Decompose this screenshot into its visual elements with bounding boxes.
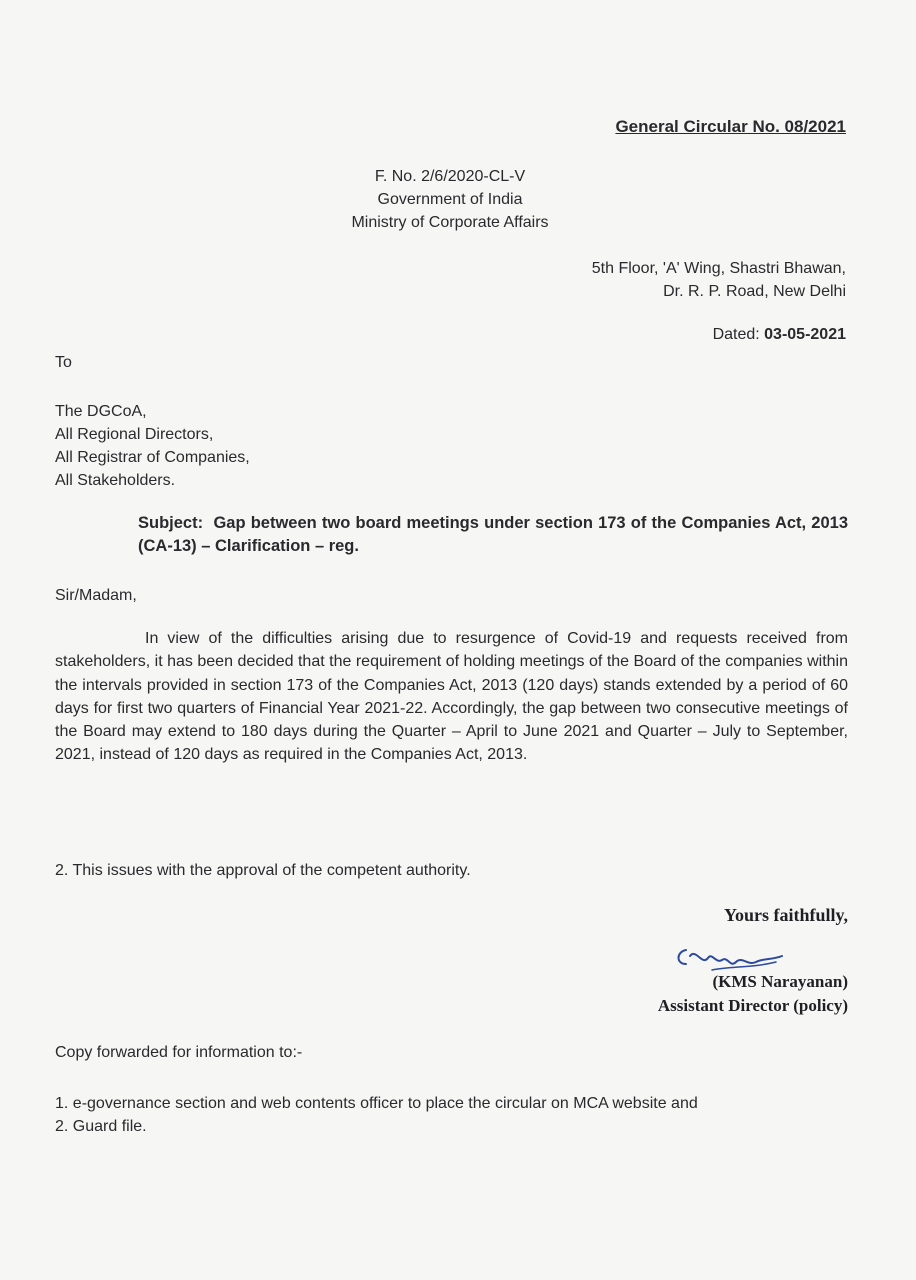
copy-forwarded-label: Copy forwarded for information to:- [55,1044,303,1061]
date-value: 03-05-2021 [764,326,846,343]
recipient: All Registrar of Companies, [55,449,250,466]
signatory-designation: Assistant Director (policy) [657,996,848,1015]
body-paragraph-1: In view of the difficulties arising due to resurgence of Covid-19 and requests received from stakeholders, it has been decided that the requirement of holding meetings of the Board of the companies within the intervals provided in section 173 of the Companies Act, 2013 (120 days) stands extended by a period of 60 days for first two quarters of Financial Year 2021-22. Accordingly, the gap between two consecutive meetings of the Board may extend to 180 days during the Quarter – April to June 2021 and Quarter – July to September, 2021, instead of 120 days as required in the Companies Act, 2013. [55,630,848,764]
file-number: F. No. 2/6/2020-CL-V [374,168,526,185]
office-address [592,257,846,303]
recipient: All Regional Directors, [55,426,214,443]
copy-list-item: 2. Guard file. [55,1118,147,1135]
letter-header [300,165,600,234]
body-paragraph-2: 2. This issues with the approval of the competent authority. [55,862,471,879]
signatory-name: (KMS Narayanan) [712,972,848,991]
ministry-line: Ministry of Corporate Affairs [351,214,549,231]
copy-list-item: 1. e-governance section and web contents officer to place the circular on MCA website and [55,1095,698,1112]
recipient: The DGCoA, [55,403,147,420]
to-label: To [55,354,72,371]
subject-label: Subject: [138,514,204,532]
closing: Yours faithfully, [723,905,848,925]
salutation: Sir/Madam, [55,587,137,604]
circular-number: General Circular No. 08/2021 [615,117,846,136]
government-line: Government of India [377,191,523,208]
address-line-2: Dr. R. P. Road, New Delhi [663,283,846,300]
copy-list [55,1092,855,1138]
recipient-list [55,400,250,492]
recipient: All Stakeholders. [55,472,176,489]
date-line [713,326,846,344]
address-line-1: 5th Floor, 'A' Wing, Shastri Bhawan, [591,260,846,277]
subject-text: Gap between two board meetings under section 173 of the Companies Act, 2013 (CA-13) – Clarification – reg. [138,514,849,555]
date-label: Dated: [712,326,760,343]
subject-line [138,512,848,558]
